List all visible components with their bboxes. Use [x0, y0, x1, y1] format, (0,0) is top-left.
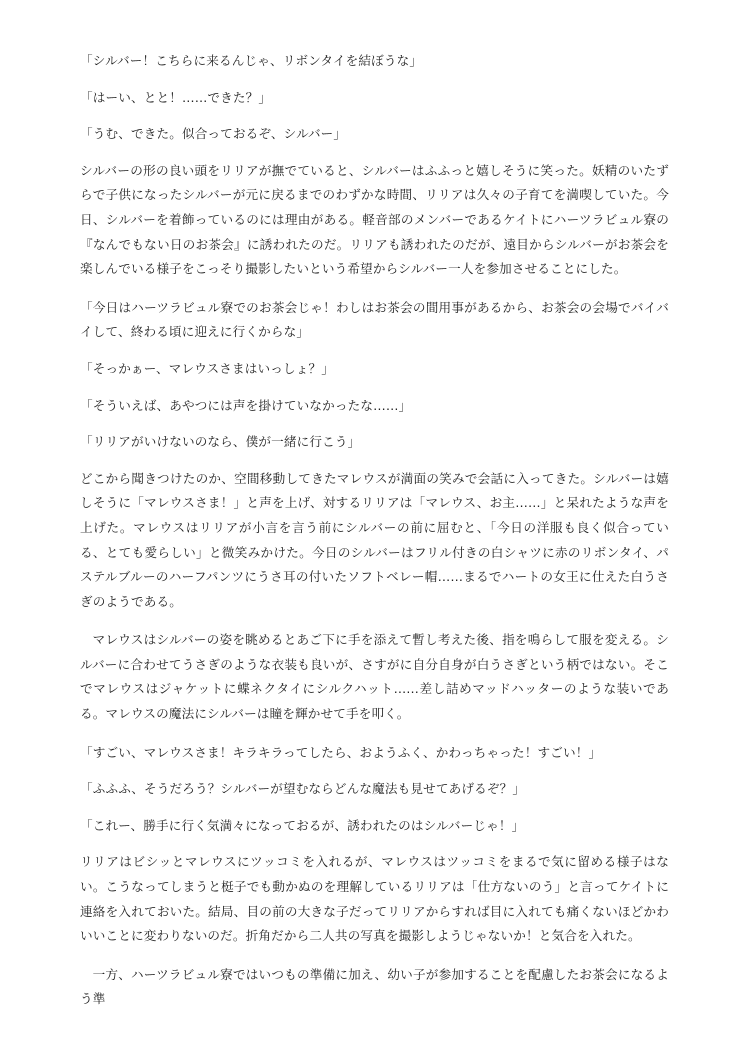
dialogue-paragraph: 「リリアがいけないのなら、僕が一緒に行こう」 — [80, 434, 361, 450]
dialogue-paragraph: 「今日はハーツラビュル寮でのお茶会じゃ！わしはお茶会の間用事があるから、お茶会の会場でバイバイして、終わる頃に迎えに行くからな」 — [80, 299, 669, 340]
dialogue-paragraph: 「すごい、マレウスさま！キラキラってしたら、おようふく、かわっちゃった！すごい！」 — [80, 744, 602, 760]
dialogue-paragraph: 「これー、勝手に行く気満々になっておるが、誘われたのはシルバーじゃ！」 — [80, 817, 525, 833]
narration-paragraph: シルバーの形の良い頭をリリアが撫でていると、シルバーはふふっと嬉しそうに笑った。妖精のいたずらで子供になったシルバーが元に戻るまでのわずかな時間、リリアは久々の子育てを満喫していた。今日、シルバーを着飾っているのには理由がある。軽音部のメンバーであるケイトにハーツラビュル寮の『なんでもない日のお茶会』に誘われたのだ。リリアも誘われたのだが、遠目からシルバーがお茶会を楽しんでいる様子をこっそり撮影したいという希望からシルバー一人を参加させることにした。 — [80, 162, 669, 277]
narration-paragraph-indented: マレウスはシルバーの姿を眺めるとあご下に手を添えて暫し考えた後、指を鳴らして服を変える。シルバーに合わせてうさぎのような衣装も良いが、さすがに自分自身が白うさぎという柄ではない。そこでマレウスはジャケットに蝶ネクタイにシルクハット……差し詰めマッドハッターのような装いである。マレウスの魔法にシルバーは瞳を輝かせて手を叩く。 — [80, 632, 669, 722]
dialogue-paragraph: 「うむ、できた。似合っておるぞ、シルバー」 — [80, 126, 347, 142]
narration-paragraph-indented: 一方、ハーツラビュル寮ではいつもの準備に加え、幼い子が参加することを配慮したお茶会になるよう準 — [80, 966, 669, 1007]
dialogue-paragraph: 「シルバー！こちらに来るんじゃ、リボンタイを結ぼうな」 — [80, 53, 423, 68]
dialogue-paragraph: 「そういえば、あやつには声を掛けていなかったな……」 — [80, 397, 412, 413]
dialogue-paragraph: 「はーい、とと！……できた？」 — [80, 89, 272, 105]
narration-paragraph: どこから聞きつけたのか、空間移動してきたマレウスが満面の笑みで会話に入ってきた。シルバーは嬉しそうに「マレウスさま！」と声を上げ、対するリリアは「マレウス、お主……」と呆れたような声を上げた。マレウスはリリアが小言を言う前にシルバーの前に屈むと、「今日の洋服も良く似合っている、とても愛らしい」と微笑みかけた。今日のシルバーはフリル付きの白シャツに赤のリボンタイ、パステルブルーのハーフパンツにうさ耳の付いたソフトベレー帽……まるでハートの女王に仕えた白うさぎのようである。 — [80, 470, 669, 609]
dialogue-paragraph: 「そっかぁー、マレウスさまはいっしょ？」 — [80, 360, 334, 376]
dialogue-paragraph: 「ふふふ、そうだろう？シルバーが望むならどんな魔法も見せてあげるぞ？」 — [80, 781, 526, 797]
narration-paragraph: リリアはビシッとマレウスにツッコミを入れるが、マレウスはツッコミをまるで気に留める様子はない。こうなってしまうと梃子でも動かぬのを理解しているリリアは「仕方ないのう」と言ってケイトに連絡を入れておいた。結局、目の前の大きな子だってリリアからすれば目に入れても痛くないほどかわいいことに変わりないのだ。折角だから二人共の写真を撮影しようじゃないか！と気合を入れた。 — [80, 854, 669, 944]
